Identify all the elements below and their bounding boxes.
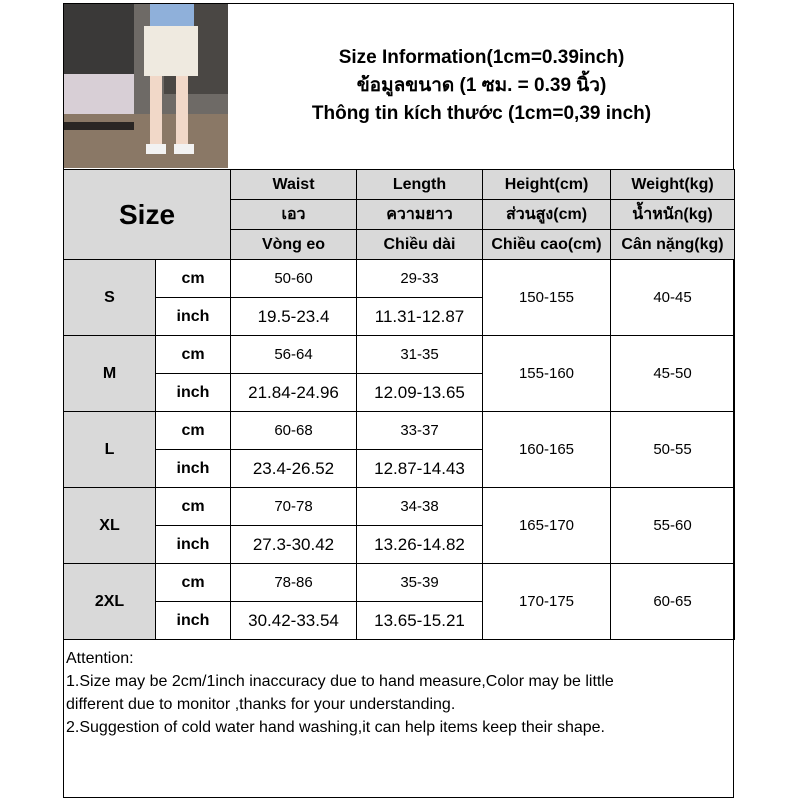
table-row xyxy=(64,564,735,602)
size-cell: 2XL xyxy=(64,564,156,640)
weight-header-en: Weight(kg) xyxy=(611,170,735,200)
length-inch-cell: 12.09-13.65 xyxy=(357,374,483,412)
height-cell: 150-155 xyxy=(483,260,611,336)
size-cell: XL xyxy=(64,488,156,564)
height-cell: 165-170 xyxy=(483,488,611,564)
table-row xyxy=(64,412,735,450)
unit-cell: cm xyxy=(156,564,231,602)
unit-cell: inch xyxy=(156,374,231,412)
height-cell: 160-165 xyxy=(483,412,611,488)
size-cell: S xyxy=(64,260,156,336)
waist-header-en: Waist xyxy=(231,170,357,200)
size-cell: L xyxy=(64,412,156,488)
weight-cell: 55-60 xyxy=(611,488,735,564)
waist-inch-cell: 23.4-26.52 xyxy=(231,450,357,488)
table-row xyxy=(64,336,735,374)
table-header-row xyxy=(64,170,735,200)
size-column-header: Size xyxy=(64,170,231,260)
length-cm-cell: 31-35 xyxy=(357,336,483,374)
unit-cell: cm xyxy=(156,260,231,298)
waist-inch-cell: 21.84-24.96 xyxy=(231,374,357,412)
weight-cell: 50-55 xyxy=(611,412,735,488)
waist-inch-cell: 30.42-33.54 xyxy=(231,602,357,640)
waist-cm-cell: 70-78 xyxy=(231,488,357,526)
header-title-vietnamese: Thông tin kích thước (1cm=0,39 inch) xyxy=(311,103,652,124)
table-row xyxy=(64,488,735,526)
weight-cell: 40-45 xyxy=(611,260,735,336)
height-header-th: ส่วนสูง(cm) xyxy=(483,200,611,230)
unit-cell: cm xyxy=(156,412,231,450)
weight-cell: 45-50 xyxy=(611,336,735,412)
length-inch-cell: 12.87-14.43 xyxy=(357,450,483,488)
waist-inch-cell: 27.3-30.42 xyxy=(231,526,357,564)
header-title-thai: ข้อมูลขนาด (1 ซม. = 0.39 นิ้ว) xyxy=(356,75,607,96)
size-table xyxy=(63,169,735,640)
length-cm-cell: 35-39 xyxy=(357,564,483,602)
size-cell: M xyxy=(64,336,156,412)
length-header-vi: Chiều dài xyxy=(357,230,483,260)
attention-line-3: 2.Suggestion of cold water hand washing,it can help items keep their shape. xyxy=(66,719,605,736)
attention-notes xyxy=(66,647,726,739)
height-cell: 170-175 xyxy=(483,564,611,640)
unit-cell: cm xyxy=(156,488,231,526)
waist-cm-cell: 78-86 xyxy=(231,564,357,602)
length-inch-cell: 13.65-15.21 xyxy=(357,602,483,640)
header-title-english: Size Information(1cm=0.39inch) xyxy=(338,47,625,68)
table-row xyxy=(64,260,735,298)
attention-line-1: 1.Size may be 2cm/1inch inaccuracy due to hand measure,Color may be little xyxy=(66,673,614,690)
attention-line-2: different due to monitor ,thanks for your understanding. xyxy=(66,696,456,713)
length-cm-cell: 33-37 xyxy=(357,412,483,450)
length-inch-cell: 13.26-14.82 xyxy=(357,526,483,564)
length-cm-cell: 34-38 xyxy=(357,488,483,526)
waist-inch-cell: 19.5-23.4 xyxy=(231,298,357,336)
waist-header-vi: Vòng eo xyxy=(231,230,357,260)
waist-cm-cell: 50-60 xyxy=(231,260,357,298)
length-header-th: ความยาว xyxy=(357,200,483,230)
weight-cell: 60-65 xyxy=(611,564,735,640)
height-header-vi: Chiều cao(cm) xyxy=(483,230,611,260)
weight-header-vi: Cân nặng(kg) xyxy=(611,230,735,260)
length-header-en: Length xyxy=(357,170,483,200)
height-header-en: Height(cm) xyxy=(483,170,611,200)
waist-header-th: เอว xyxy=(231,200,357,230)
waist-cm-cell: 60-68 xyxy=(231,412,357,450)
waist-cm-cell: 56-64 xyxy=(231,336,357,374)
weight-header-th: น้ำหนัก(kg) xyxy=(611,200,735,230)
product-photo xyxy=(64,4,228,168)
size-info-header xyxy=(230,4,733,168)
unit-cell: cm xyxy=(156,336,231,374)
unit-cell: inch xyxy=(156,602,231,640)
unit-cell: inch xyxy=(156,526,231,564)
product-photo-image xyxy=(64,4,228,168)
length-inch-cell: 11.31-12.87 xyxy=(357,298,483,336)
unit-cell: inch xyxy=(156,450,231,488)
height-cell: 155-160 xyxy=(483,336,611,412)
unit-cell: inch xyxy=(156,298,231,336)
attention-title: Attention: xyxy=(66,650,134,667)
length-cm-cell: 29-33 xyxy=(357,260,483,298)
